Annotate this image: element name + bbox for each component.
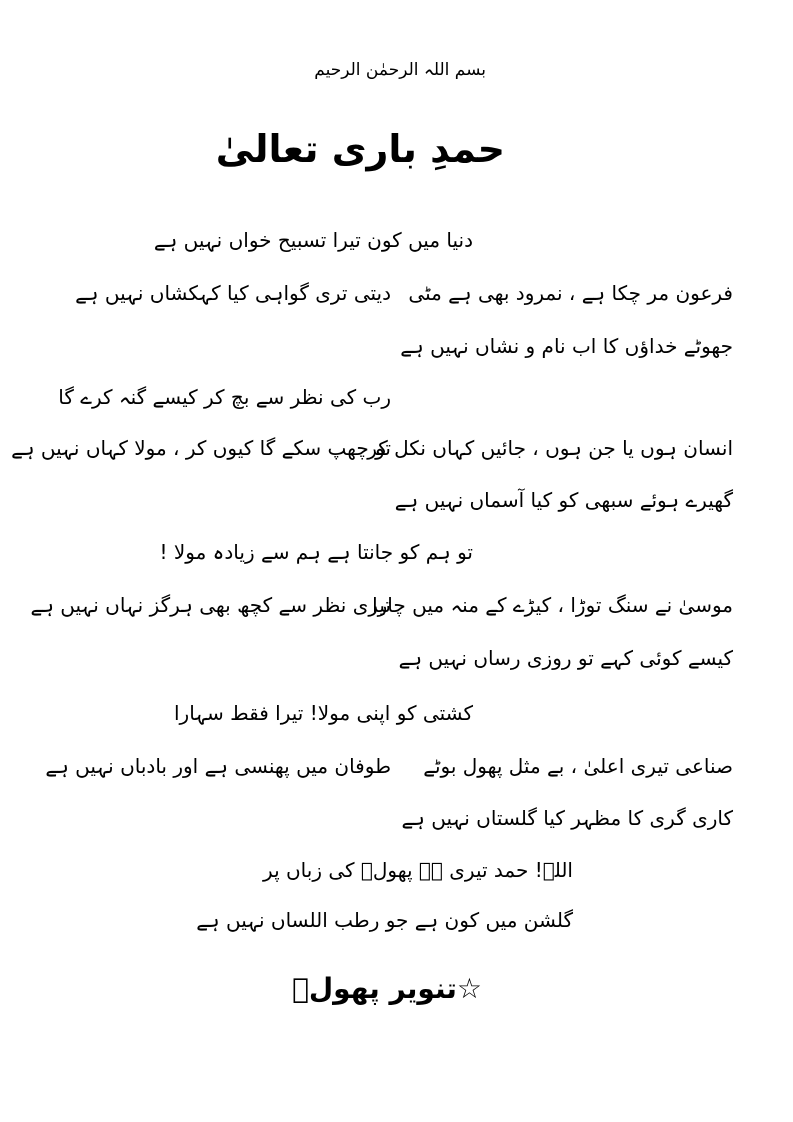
poem-line: کاری گری کا مظہر کیا گلستاں نہیں ہے xyxy=(401,806,733,830)
page-title: حمدِ باری تعالیٰ xyxy=(215,127,505,171)
poem-line: گھیرے ہوئے سبھی کو کیا آسماں نہیں ہے xyxy=(394,488,733,512)
poem-line: دیتی تری گواہی کیا کہکشاں نہیں ہے xyxy=(75,281,391,305)
star-icon: ☆ xyxy=(456,972,482,1005)
poem-line: موسیٰ نے سنگ توڑا ، کیڑے کے منہ میں چارا xyxy=(372,593,733,617)
poem-line: دنیا میں کون تیرا تسبیح خواں نہیں ہے xyxy=(153,228,473,252)
poem-line: گلشن میں کون ہے جو رطب اللساں نہیں ہے xyxy=(196,908,573,932)
poem-line: کشتی کو اپنی مولا! تیرا فقط سہارا xyxy=(173,701,473,725)
poem-line: طوفان میں پھنسی ہے اور بادباں نہیں ہے xyxy=(45,754,391,778)
poem-line: تیری نظر سے کچھ بھی ہرگز نہاں نہیں ہے xyxy=(30,593,391,617)
poem-line: اللہ! حمد تیری ہے پھولؔ کی زباں پر xyxy=(263,858,573,882)
poem-line: رب کی نظر سے بچ کر کیسے گنہ کرے گا xyxy=(58,385,391,409)
bismillah: بسم اللہ الرحمٰن الرحیم xyxy=(314,60,486,80)
poem-line: تو ہم کو جانتا ہے ہم سے زیادہ مولا ! xyxy=(159,540,473,564)
poem-line: جھوٹے خداؤں کا اب نام و نشاں نہیں ہے xyxy=(400,334,733,358)
poem-line: انسان ہوں یا جن ہوں ، جائیں کہاں نکل کر xyxy=(367,436,733,460)
poem-line: صناعی تیری اعلیٰ ، بے مثل پھول بوٹے xyxy=(423,754,733,778)
poem-line: فرعون مر چکا ہے ، نمرود بھی ہے مٹی xyxy=(408,281,733,305)
signature-name: تنویر پھولؔ xyxy=(292,972,457,1005)
signature xyxy=(292,972,482,1005)
poem-line: تو چھپ سکے گا کیوں کر ، مولا کہاں نہیں ہے xyxy=(11,436,391,460)
poem-line: کیسے کوئی کہے تو روزی رساں نہیں ہے xyxy=(398,646,733,670)
